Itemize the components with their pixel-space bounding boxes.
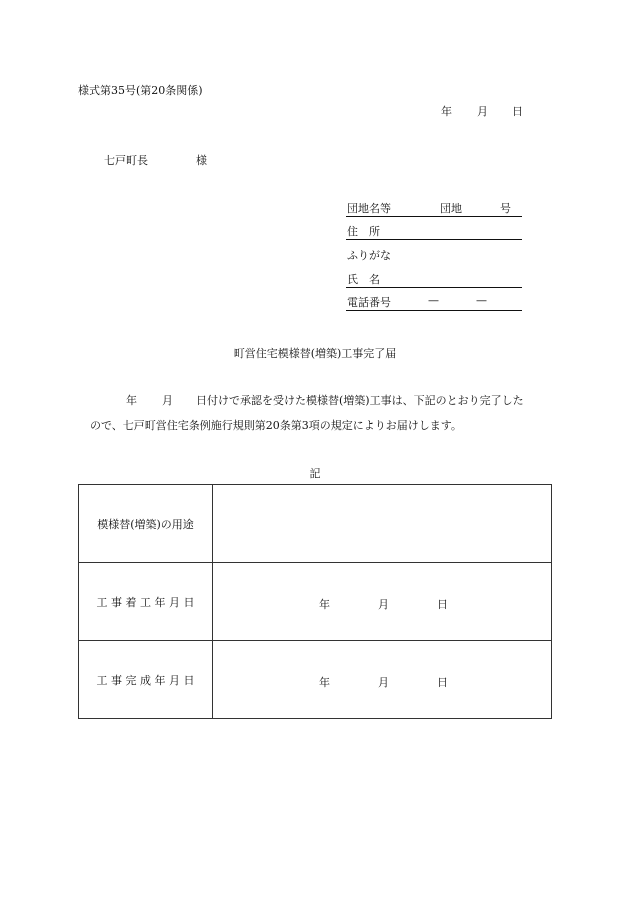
body-line-2: ので、七戸町営住宅条例施行規則第20条第3項の規定によりお届けします。 [90, 419, 462, 432]
name-row [346, 271, 522, 288]
body-line-1: 日付けで承認を受けた模様替(増築)工事は、下記のとおり完了した [196, 394, 524, 407]
table-row [79, 563, 552, 641]
table-row [79, 641, 552, 719]
date-month-label: 月 [477, 105, 488, 118]
address-label: 住 所 [347, 225, 380, 238]
phone-row [346, 294, 522, 311]
usage-label: 模様替(増築)の用途 [79, 485, 213, 563]
date-year-label: 年 [441, 105, 452, 118]
completion-day: 日 [437, 676, 448, 689]
document-title: 町営住宅模様替(増築)工事完了届 [233, 347, 397, 360]
addressee-name: 七戸町長 [104, 154, 148, 167]
phone-dash-1: — [428, 294, 439, 307]
addressee-honorific: 様 [196, 154, 207, 167]
usage-value[interactable] [213, 485, 552, 563]
completion-month: 月 [378, 676, 389, 689]
body-year: 年 [126, 394, 137, 407]
danchi-suffix: 団地 [440, 202, 462, 215]
completion-date-value[interactable] [213, 641, 552, 719]
furigana-row [346, 247, 522, 263]
danchi-label: 団地名等 [347, 202, 391, 215]
start-date-value[interactable] [213, 563, 552, 641]
start-day: 日 [437, 598, 448, 611]
ki-label: 記 [309, 467, 321, 480]
start-date-label: 工 事 着 工 年 月 日 [79, 563, 213, 641]
danchi-row [346, 200, 522, 217]
name-label: 氏 名 [347, 273, 380, 286]
number-suffix: 号 [500, 202, 511, 215]
address-row [346, 223, 522, 240]
table-row [79, 485, 552, 563]
completion-date-label: 工 事 完 成 年 月 日 [79, 641, 213, 719]
body-month: 月 [162, 394, 173, 407]
form-number: 様式第35号(第20条関係) [78, 84, 203, 97]
furigana-label: ふりがな [347, 249, 391, 262]
completion-table [78, 484, 552, 719]
start-year: 年 [319, 598, 330, 611]
start-month: 月 [378, 598, 389, 611]
phone-label: 電話番号 [347, 296, 391, 309]
completion-year: 年 [319, 676, 330, 689]
phone-dash-2: — [476, 294, 487, 307]
date-day-label: 日 [512, 105, 523, 118]
